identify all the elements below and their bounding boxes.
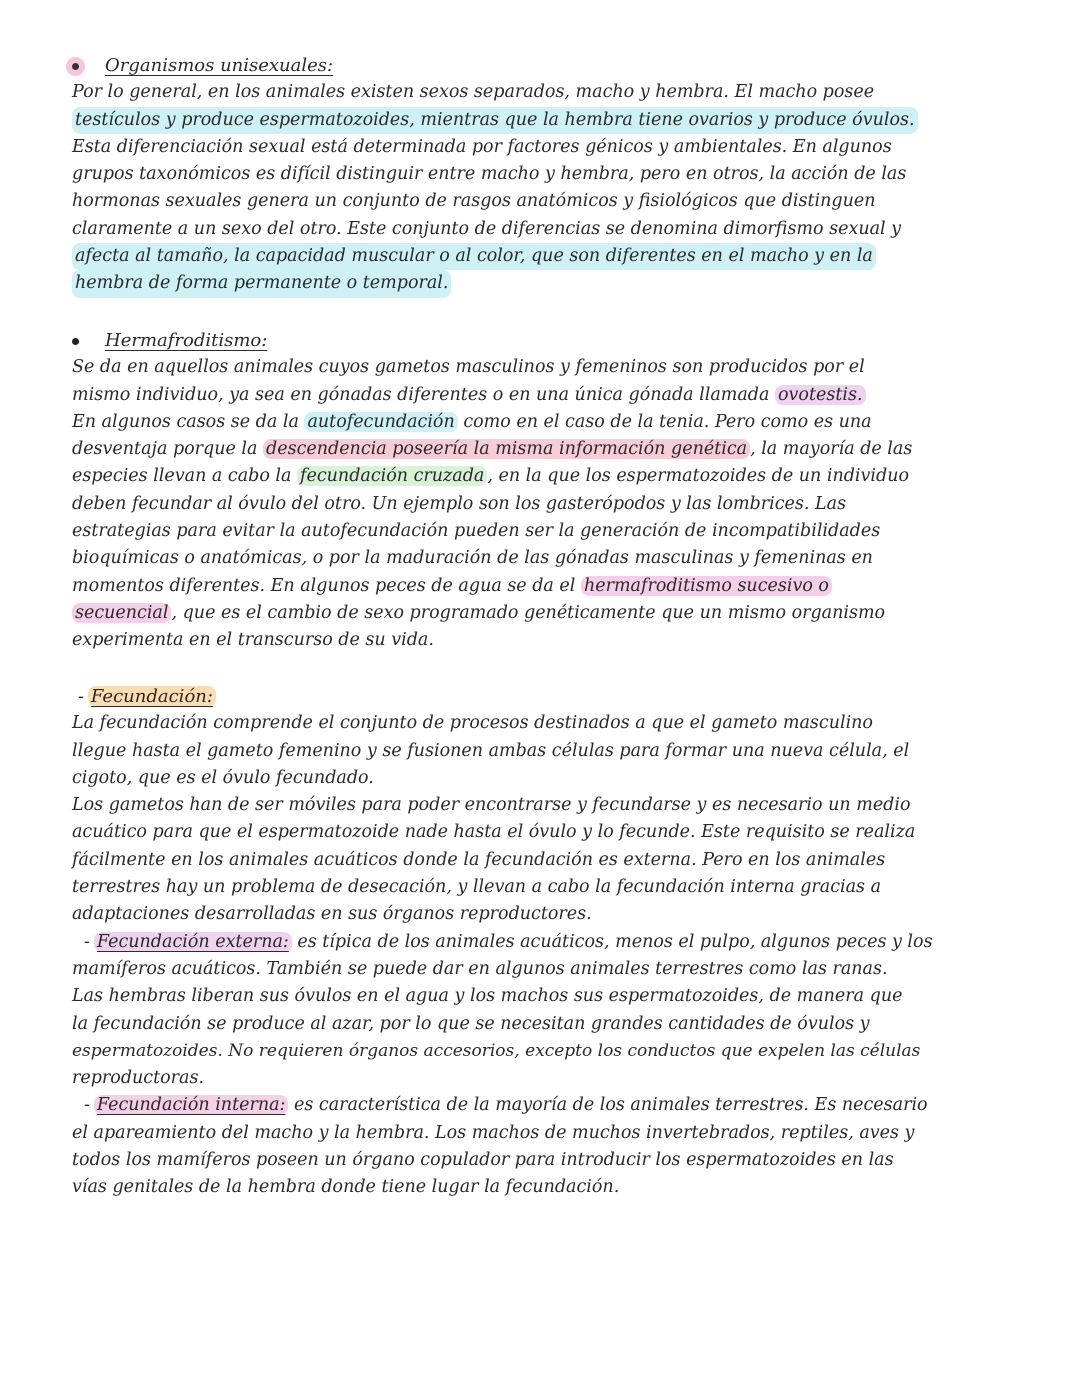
section-title-row	[72, 683, 992, 710]
section-unisexual	[72, 52, 992, 298]
subsection-title: Fecundación interna:	[94, 1095, 289, 1115]
highlight-term: fecundación cruzada	[297, 466, 487, 486]
text-fragment: desventaja porque la	[72, 439, 264, 460]
text-line: Esta diferenciación sexual está determinada por factores génicos y ambientales. En algunos	[72, 136, 892, 157]
text-line: La fecundación comprende el conjunto de procesos destinados a que el gameto masculino	[72, 713, 873, 734]
text-line: Se da en aquellos animales cuyos gametos masculinos y femeninos son producidos por el	[72, 357, 865, 378]
text-line: estrategias para evitar la autofecundación pueden ser la generación de incompatibilidades	[72, 521, 881, 542]
text-line: experimenta en el transcurso de su vida.	[72, 630, 434, 651]
text-line	[72, 382, 992, 409]
text-fragment: mismo individuo, ya sea en gónadas diferentes o en una única gónada llamada	[72, 384, 775, 405]
text-line: testículos y produce espermatozoides, mientras que la hembra tiene ovarios y produce óvulos.	[72, 107, 918, 134]
text-line: Los gametos han de ser móviles para poder encontrarse y fecundarse y es necesario un medio	[72, 795, 911, 816]
text-fragment: especies llevan a cabo la	[72, 466, 298, 487]
bullet-icon	[72, 63, 79, 70]
dash-marker: -	[84, 1095, 90, 1116]
text-fragment: es característica de la mayoría de los animales terrestres. Es necesario	[288, 1095, 928, 1116]
text-fragment: momentos diferentes. En algunos peces de agua se da el	[72, 575, 581, 596]
text-fragment: , que es el cambio de sexo programado genéticamente que un mismo organismo	[171, 602, 886, 623]
text-line: fácilmente en los animales acuáticos donde la fecundación es externa. Pero en los animales	[72, 849, 886, 870]
text-line: llegue hasta el gameto femenino y se fusionen ambas células para formar una nueva célula, el	[72, 740, 910, 761]
text-fragment: como en el caso de la tenia. Pero como es una	[457, 411, 872, 432]
section-fertilization	[72, 683, 992, 1202]
section-title: Fecundación:	[88, 686, 216, 707]
text-line: la fecundación se produce al azar, por lo que se necesitan grandes cantidades de óvulos y	[72, 1013, 870, 1034]
text-line: grupos taxonómicos es difícil distinguir entre macho y hembra, pero en otros, la acción de las	[72, 164, 907, 185]
text-line: deben fecundar al óvulo del otro. Un ejemplo son los gasterópodos y las lombrices. Las	[72, 493, 847, 514]
text-line: mamíferos acuáticos. También se puede dar en algunos animales terrestres como las ranas.	[72, 958, 888, 979]
text-fragment: , en la que los espermatozoides de un individuo	[487, 466, 910, 487]
text-line	[72, 409, 992, 436]
dash-marker: -	[78, 687, 84, 707]
text-line	[72, 1092, 992, 1119]
text-fragment: , la mayoría de las	[750, 439, 913, 460]
text-line: hembra de forma permanente o temporal.	[72, 270, 451, 297]
text-line: el apareamiento del macho y la hembra. Los machos de muchos invertebrados, reptiles, aves y	[72, 1122, 915, 1143]
text-line: afecta al tamaño, la capacidad muscular o al color, que son diferentes en el macho y en la	[72, 243, 876, 270]
text-line: terrestres hay un problema de desecación, y llevan a cabo la fecundación interna gracias a	[72, 877, 881, 898]
text-line: Por lo general, en los animales existen sexos separados, macho y hembra. El macho posee	[72, 82, 875, 103]
text-line	[72, 436, 992, 463]
text-line	[72, 573, 992, 600]
section-hermaphroditism	[72, 327, 992, 655]
text-line: hormonas sexuales genera un conjunto de rasgos anatómicos y fisiológicos que distinguen	[72, 191, 876, 212]
highlight-term: secuencial	[72, 603, 171, 623]
text-line: todos los mamíferos poseen un órgano copulador para introducir los espermatozoides en las	[72, 1150, 894, 1171]
section-title-row	[72, 52, 992, 79]
highlight-term: autofecundación	[304, 412, 457, 432]
text-fragment: En algunos casos se da la	[72, 411, 305, 432]
text-line: reproductoras.	[72, 1068, 205, 1089]
highlight-term: hermafroditismo sucesivo o	[581, 576, 832, 596]
text-line: Las hembras liberan sus óvulos en el agua y los machos sus espermatozoides, de manera que	[72, 986, 903, 1007]
text-line: espermatozoides. No requieren órganos accesorios, excepto los conductos que expelen las células	[72, 1040, 921, 1061]
dash-marker: -	[84, 931, 90, 952]
text-line: cigoto, que es el óvulo fecundado.	[72, 767, 374, 788]
text-line: acuático para que el espermatozoide nade hasta el óvulo y lo fecunde. Este requisito se realiza	[72, 822, 916, 843]
text-line: claramente a un sexo del otro. Este conjunto de diferencias se denomina dimorfismo sexual y	[72, 218, 902, 239]
highlight-term: ovotestis.	[775, 385, 866, 405]
text-line: bioquímicas o anatómicas, o por la maduración de las gónadas masculinas y femeninas en	[72, 548, 873, 569]
text-line: vías genitales de la hembra donde tiene lugar la fecundación.	[72, 1177, 620, 1198]
section-title-row	[72, 327, 992, 354]
text-line	[72, 929, 992, 956]
text-line: adaptaciones desarrolladas en sus órganos reproductores.	[72, 904, 592, 925]
text-line	[72, 600, 992, 627]
text-line	[72, 463, 992, 490]
highlight-term: descendencia poseería la misma información genética	[263, 439, 750, 459]
section-title: Organismos unisexuales:	[105, 55, 334, 76]
section-title: Hermafroditismo:	[105, 330, 268, 351]
text-fragment: es típica de los animales acuáticos, menos el pulpo, algunos peces y los	[291, 931, 933, 952]
bullet-icon	[72, 338, 79, 345]
subsection-title: Fecundación externa:	[94, 932, 292, 952]
